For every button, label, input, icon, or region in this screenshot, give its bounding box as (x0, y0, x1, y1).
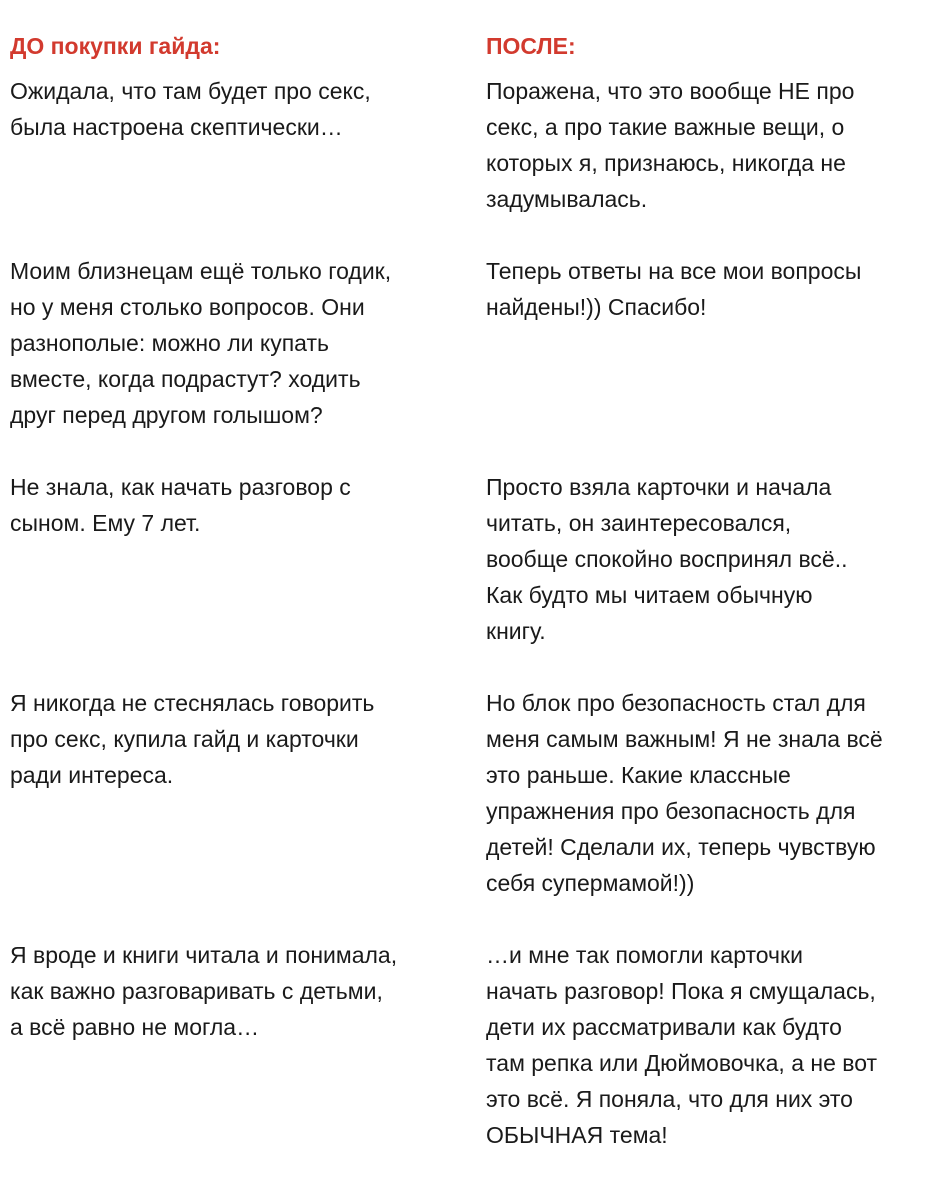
after-text-1: Поражена, что это вообще НЕ про секс, а про такие важные вещи, о которых я, признаюсь, никогда не задумывалась. (486, 78, 855, 212)
after-heading: ПОСЛЕ: (486, 33, 576, 59)
before-text-2: Моим близнецам ещё только годик, но у меня столько вопросов. Они разнополые: можно ли купать вместе, когда подрастут? ходить друг перед другом голышом? (10, 258, 392, 428)
after-text-4: Но блок про безопасность стал для меня самым важным! Я не знала всё это раньше. Какие классные упражнения про безопасность для детей! Сделали их, теперь чувствую себя супермамой!)) (486, 690, 883, 896)
after-text-5: …и мне так помогли карточки начать разговор! Пока я смущалась, дети их рассматривали как будто там репка или Дюймовочка, а не вот это всё. Я поняла, что для них это ОБЫЧНАЯ тема! (486, 942, 878, 1148)
before-text-4: Я никогда не стеснялась говорить про секс, купила гайд и карточки ради интереса. (10, 690, 375, 788)
before-heading: ДО покупки гайда: (10, 33, 221, 59)
after-text-2: Теперь ответы на все мои вопросы найдены!)) Спасибо! (486, 258, 862, 320)
before-text-3: Не знала, как начать разговор с сыном. Ему 7 лет. (10, 474, 351, 536)
before-text-1: Ожидала, что там будет про секс, была настроена скептически… (10, 78, 371, 140)
before-text-5: Я вроде и книги читала и понимала, как важно разговаривать с детьми, а всё равно не могла… (10, 942, 398, 1040)
after-text-3: Просто взяла карточки и начала читать, он заинтересовался, вообще спокойно воспринял всё.. Как будто мы читаем обычную книгу. (486, 474, 848, 644)
